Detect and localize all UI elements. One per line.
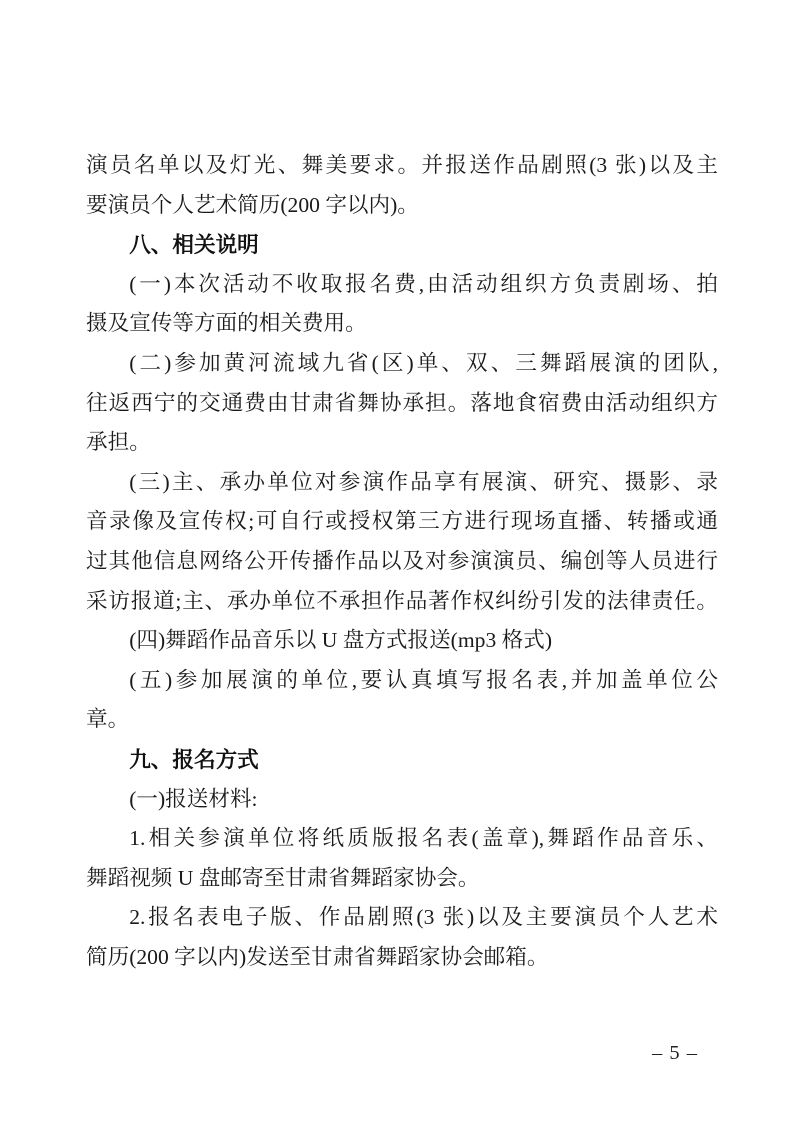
text-line: (一)本次活动不收取报名费,由活动组织方负责剧场、拍 [129, 271, 718, 296]
text-line: 摄及宣传等方面的相关费用。 [86, 311, 367, 336]
text-line: (五)参加展演的单位,要认真填写报名表,并加盖单位公 [129, 667, 718, 692]
section-heading: 九、报名方式 [129, 746, 259, 772]
text-line: (一)报送材料: [129, 786, 258, 811]
text-line: 舞蹈视频 U 盘邮寄至甘肃省舞蹈家协会。 [86, 865, 480, 890]
text-line: 往返西宁的交通费由甘肃省舞协承担。落地食宿费由活动组织方 [86, 390, 718, 415]
text-line: 音录像及宣传权;可自行或授权第三方进行现场直播、转播或通 [86, 509, 718, 534]
text-line: 采访报道;主、承办单位不承担作品著作权纠纷引发的法律责任。 [86, 588, 718, 613]
text-line: (二)参加黄河流域九省(区)单、双、三舞蹈展演的团队, [129, 350, 718, 375]
text-line: 章。 [86, 707, 130, 732]
page-footer [652, 1040, 698, 1066]
text-line: 简历(200 字以内)发送至甘肃省舞蹈家协会邮箱。 [86, 944, 549, 969]
text-line: (三)主、承办单位对参演作品享有展演、研究、摄影、录 [129, 469, 718, 494]
text-line: 过其他信息网络公开传播作品以及对参演演员、编创等人员进行 [86, 548, 718, 573]
text-line: 承担。 [86, 430, 151, 455]
text-line: 1.相关参演单位将纸质版报名表(盖章),舞蹈作品音乐、 [129, 826, 718, 851]
text-line: 要演员个人艺术简历(200 字以内)。 [86, 192, 419, 217]
document-body [86, 146, 718, 977]
text-line: 2.报名表电子版、作品剧照(3 张)以及主要演员个人艺术 [129, 905, 718, 930]
page-number: – 5 – [652, 1042, 698, 1064]
section-heading: 八、相关说明 [129, 232, 259, 258]
text-line: (四)舞蹈作品音乐以 U 盘方式报送(mp3 格式) [129, 628, 553, 653]
text-line: 演员名单以及灯光、舞美要求。并报送作品剧照(3 张)以及主 [86, 153, 718, 177]
